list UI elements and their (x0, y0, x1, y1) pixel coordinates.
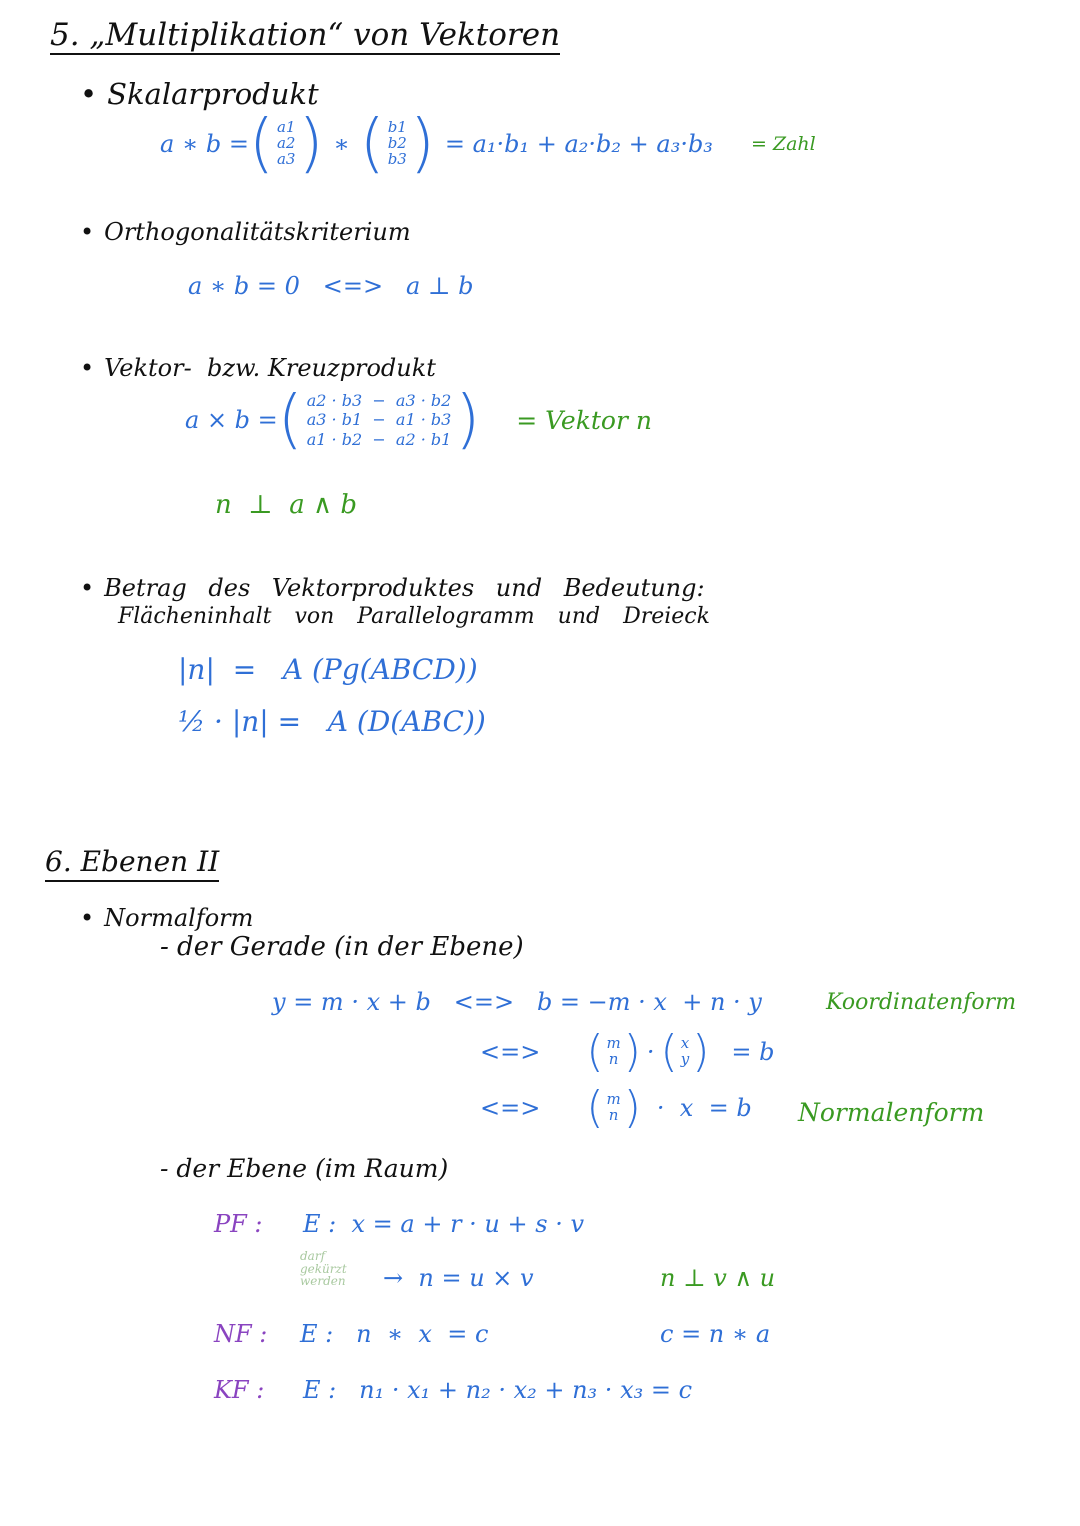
section-5-title: 5. „Multiplikation“ von Vektoren (50, 17, 561, 53)
skalar-lhs: a ∗ b = (160, 130, 249, 158)
gerade-line-3-label: Normalenform (798, 1098, 985, 1127)
orthogonalitaet-formula: a ∗ b = 0 <=> a ⊥ b (188, 272, 474, 300)
skalarprodukt-formula (160, 107, 816, 181)
skalar-note: = Zahl (750, 132, 816, 155)
betrag-line-1: |n| = A (Pg(ABCD)) (178, 653, 478, 686)
gerade-line-3-rest: · x = b (656, 1094, 752, 1122)
section-6-title-text: 6. Ebenen II (45, 845, 219, 882)
nf-label: NF : (214, 1320, 268, 1348)
kreuz-row-3: a1 · b2 − a2 · b1 (306, 429, 452, 449)
n-formula: → n = u × v (383, 1264, 534, 1292)
kreuz-matrix: ( a2 · b3 − a3 · b2 a3 · b1 − a1 · b3 a1 · b2 − a2 · b1 ) (277, 383, 481, 457)
vector-b-1: b1 (387, 118, 407, 137)
side-note: darf gekürzt werden (300, 1249, 347, 1289)
vector-b-3: b3 (387, 149, 407, 168)
kreuz-row-2: a3 · b1 − a1 · b3 (306, 410, 452, 430)
gerade-line-3-arrow: <=> (480, 1094, 541, 1122)
kreuz-lhs: a × b = (185, 406, 278, 434)
skalar-rhs: = a₁·b₁ + a₂·b₂ + a₃·b₃ (444, 130, 713, 158)
kreuzprodukt-formula (185, 383, 652, 457)
normalform-heading: • Normalform (80, 906, 253, 930)
gerade-heading: - der Gerade (in der Ebene) (160, 932, 524, 962)
kf-formula: E : n₁ · x₁ + n₂ · x₂ + n₃ · x₃ = c (303, 1376, 693, 1404)
ebene-heading: - der Ebene (im Raum) (160, 1154, 449, 1183)
orthogonalitaet-heading: • Orthogonalitätskriterium (80, 220, 411, 244)
vector-a-2: a2 (276, 134, 296, 153)
gerade-line-1: y = m · x + b <=> b = −m · x + n · y (272, 988, 762, 1016)
gerade-line-2 (480, 1026, 775, 1077)
vector-mn-1: m (606, 1034, 621, 1053)
vector-a-1: a1 (276, 118, 296, 137)
skalarprodukt-heading: • Skalarprodukt (80, 80, 319, 109)
vector-mn-2nd: ( m n ) (586, 1082, 641, 1133)
vector-a: ( a1 a2 a3 ) (248, 107, 324, 181)
gerade-line-3 (480, 1082, 752, 1133)
n-perp: n ⊥ v ∧ u (660, 1264, 776, 1292)
vector-mn: ( m n ) (586, 1026, 641, 1077)
nf-formula: E : n ∗ x = c (300, 1320, 489, 1348)
betrag-subheading: Flächeninhalt von Parallelogramm und Dreieck (118, 604, 710, 629)
vector-mn-2nd-1: m (606, 1090, 621, 1109)
pf-formula: E : x = a + r · u + s · v (303, 1210, 585, 1238)
betrag-heading: • Betrag des Vektorproduktes und Bedeutung: (80, 576, 705, 600)
gerade-line-2-arrow: <=> (480, 1038, 541, 1066)
vector-xy-1: x (680, 1034, 690, 1053)
betrag-line-2: ½ · |n| = A (D(ABC)) (178, 705, 486, 738)
vector-xy-2: y (680, 1050, 690, 1068)
kreuz-row-1: a2 · b3 − a3 · b2 (306, 391, 452, 411)
vector-b-2: b2 (387, 134, 407, 153)
gerade-line-2-dot: · (646, 1038, 655, 1066)
kreuz-perp: n ⊥ a ∧ b (215, 490, 357, 520)
gerade-line-2-rest: = b (731, 1038, 775, 1066)
vector-b: ( b1 b2 b3 ) (359, 107, 435, 181)
vector-mn-2nd-2: n (608, 1106, 619, 1124)
skalar-op: ∗ (333, 130, 350, 158)
kreuz-result: = Vektor n (516, 405, 652, 435)
vector-xy: ( x y ) (660, 1026, 710, 1077)
vector-a-3: a3 (276, 149, 296, 168)
section-6-title (45, 845, 220, 878)
pf-label: PF : (214, 1210, 263, 1238)
vector-mn-2: n (608, 1050, 619, 1068)
kf-label: KF : (214, 1376, 265, 1404)
gerade-line-1-label: Koordinatenform (826, 990, 1017, 1015)
c-formula: c = n ∗ a (660, 1320, 771, 1348)
kreuzprodukt-heading: • Vektor- bzw. Kreuzprodukt (80, 356, 436, 380)
